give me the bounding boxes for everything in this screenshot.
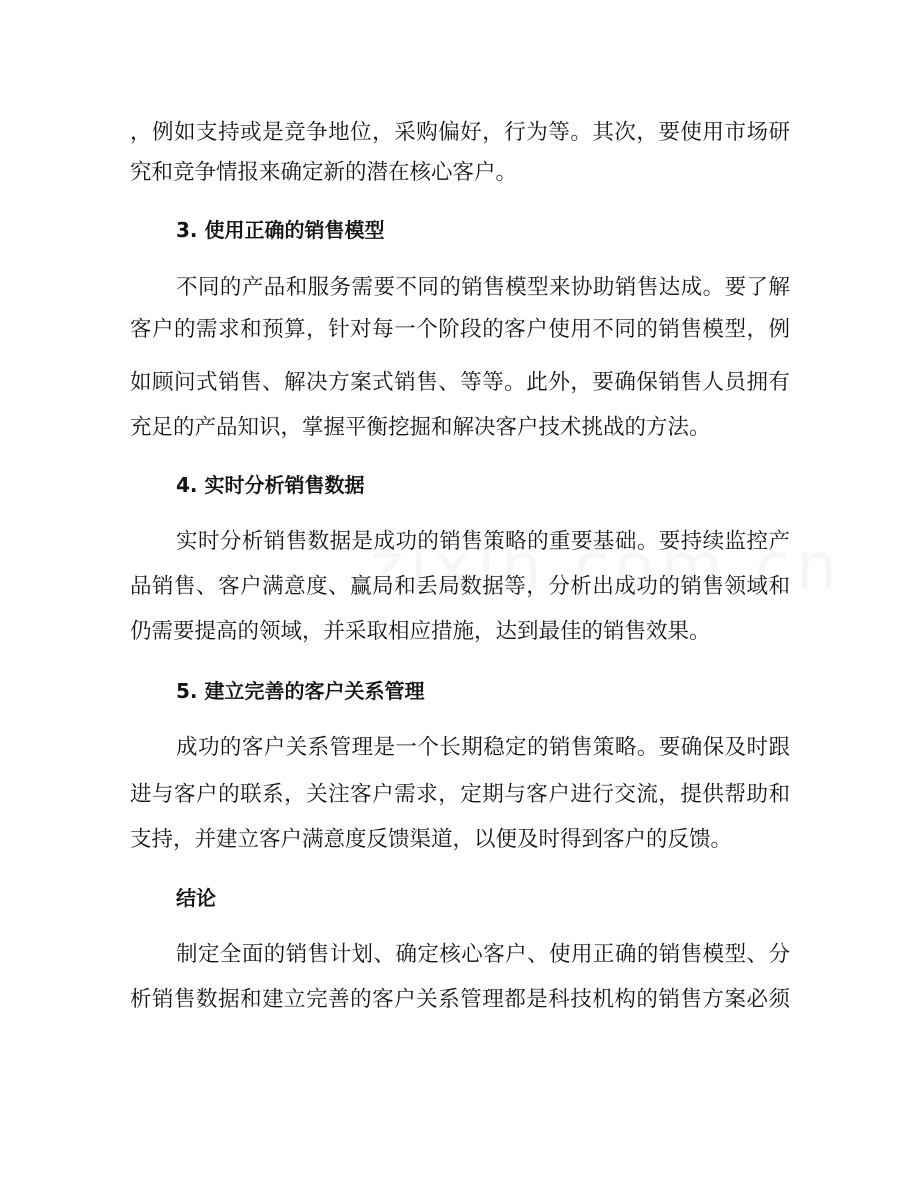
paragraph-line: 仍需要提高的领域，并采取相应措施，达到最佳的销售效果。 xyxy=(130,619,711,644)
paragraph-line: 制定全面的销售计划、确定核心客户、使用正确的销售模型、分 xyxy=(176,942,790,967)
section-heading: 3. 使用正确的销售模型 xyxy=(176,218,385,242)
paragraph-line: 实时分析销售数据是成功的销售策略的重要基础。要持续监控产 xyxy=(176,529,790,554)
section-heading: 5. 建立完善的客户关系管理 xyxy=(176,679,425,703)
paragraph-line: 品销售、客户满意度、赢局和丢局数据等，分析出成功的销售领域和 xyxy=(130,574,790,599)
paragraph-line: 支持，并建立客户满意度反馈渠道，以便及时得到客户的反馈。 xyxy=(130,827,733,852)
paragraph-line: 析销售数据和建立完善的客户关系管理都是科技机构的销售方案必须 xyxy=(130,987,790,1012)
paragraph-line: 不同的产品和服务需要不同的销售模型来协助销售达成。要了解 xyxy=(176,275,790,300)
paragraph-line: ，例如支持或是竞争地位，采购偏好，行为等。其次，要使用市场研 xyxy=(130,120,790,145)
paragraph-line: 充足的产品知识，掌握平衡挖掘和解决客户技术挑战的方法。 xyxy=(130,415,711,440)
section-heading: 4. 实时分析销售数据 xyxy=(176,473,365,497)
paragraph-line: 进与客户的联系，关注客户需求，定期与客户进行交流，提供帮助和 xyxy=(130,782,790,807)
paragraph-line: 成功的客户关系管理是一个长期稳定的销售策略。要确保及时跟 xyxy=(176,735,790,760)
paragraph-line: 客户的需求和预算，针对每一个阶段的客户使用不同的销售模型，例 xyxy=(130,317,790,342)
paragraph-line: 如顾问式销售、解决方案式销售、等等。此外，要确保销售人员拥有 xyxy=(130,370,790,395)
paragraph-line: 究和竞争情报来确定新的潜在核心客户。 xyxy=(130,160,518,185)
conclusion-heading: 结论 xyxy=(176,886,216,910)
